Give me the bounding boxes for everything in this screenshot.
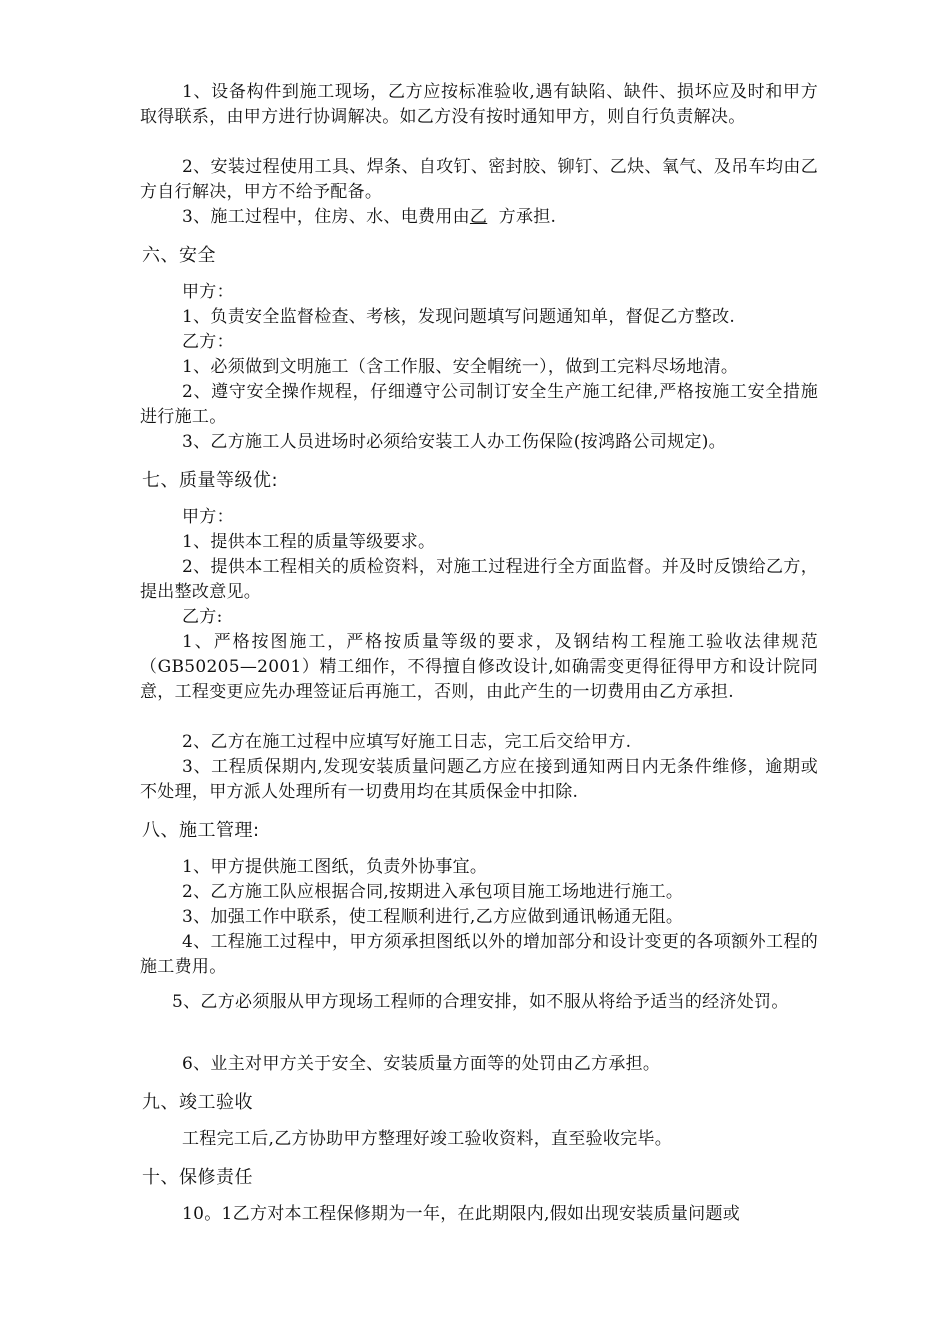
section-6-heading: 六、安全 [142, 245, 216, 266]
section-9-heading: 九、竣工验收 [142, 1092, 253, 1113]
clause-8-4: 4、工程施工过程中，甲方须承担图纸以外的增加部分和设计变更的各项额外工程的施工费用。 [140, 932, 818, 977]
clause-8-3: 3、加强工作中联系，使工程顺利进行,乙方应做到通讯畅通无阻。 [182, 907, 684, 927]
section-6-party-b: 乙方： [182, 332, 234, 352]
clause-7-b3: 3、工程质保期内,发现安装质量问题乙方应在接到通知两日内无条件维修，逾期或不处理，甲方派人处理所有一切费用均在其质保金中扣除. [140, 757, 818, 802]
clause-5-1: 1、设备构件到施工现场，乙方应按标准验收,遇有缺陷、缺件、损坏应及时和甲方取得联系，由甲方进行协调解决。如乙方没有按时通知甲方，则自行负责解决。 [140, 82, 818, 127]
clause-8-1: 1、甲方提供施工图纸，负责外协事宜。 [182, 857, 488, 877]
section-7-party-a: 甲方： [182, 507, 234, 527]
clause-6-b3: 3、乙方施工人员进场时必须给安装工人办工伤保险(按鸿路公司规定)。 [182, 432, 726, 452]
clause-6-b2: 2、遵守安全操作规程，仔细遵守公司制订安全生产施工纪律,严格按施工安全措施进行施工。 [140, 382, 818, 427]
clause-7-a2: 2、提供本工程相关的质检资料，对施工过程进行全方面监督。并及时反馈给乙方，提出整改意见。 [140, 557, 818, 602]
clause-5-3-tail: 方承担. [498, 207, 557, 227]
section-7-party-b: 乙方: [182, 607, 223, 627]
section-10-heading: 十、保修责任 [142, 1167, 253, 1188]
clause-8-5-text: 5、乙方必须服从甲方现场工程师的合理安排，如不服从将给予适当的经济处罚。 [172, 992, 789, 1012]
clause-5-2: 2、安装过程使用工具、焊条、自攻钉、密封胶、铆钉、乙炔、氧气、及吊车均由乙方自行解决，甲方不给予配备。 [140, 157, 818, 202]
clause-5-3-fill: 乙 [469, 207, 488, 227]
clause-7-b2: 2、乙方在施工过程中应填写好施工日志，完工后交给甲方. [182, 732, 632, 752]
clause-8-6: 6、业主对甲方关于安全、安装质量方面等的处罚由乙方承担。 [182, 1054, 661, 1074]
clause-5-3 [140, 205, 818, 230]
clause-8-5 [172, 985, 818, 1020]
clause-7-a1: 1、提供本工程的质量等级要求。 [182, 532, 436, 552]
clause-6-b1: 1、必须做到文明施工（含工作服、安全帽统一），做到工完料尽场地清。 [182, 357, 739, 377]
section-9-text: 工程完工后,乙方协助甲方整理好竣工验收资料，直至验收完毕。 [182, 1129, 673, 1149]
section-7-heading: 七、质量等级优: [142, 470, 279, 491]
section-8-heading: 八、施工管理: [142, 820, 260, 841]
clause-5-3-text: 3、施工过程中，住房、水、电费用由 [182, 207, 470, 227]
clause-6-a1: 1、负责安全监督检查、考核，发现问题填写问题通知单，督促乙方整改. [182, 307, 736, 327]
clause-8-2: 2、乙方施工队应根据合同,按期进入承包项目施工场地进行施工。 [182, 882, 684, 902]
clause-7-b1: 1、严格按图施工，严格按质量等级的要求，及钢结构工程施工验收法律规范（GB50205—2001）精工细作，不得擅自修改设计,如确需变更得征得甲方和设计院同意，工程变更应先办理签证后再施工，否则，由此产生的一切费用由乙方承担. [140, 632, 818, 702]
section-6-party-a: 甲方： [182, 282, 234, 302]
clause-10-1: 10。1乙方对本工程保修期为一年，在此期限内,假如出现安装质量问题或 [182, 1204, 741, 1224]
